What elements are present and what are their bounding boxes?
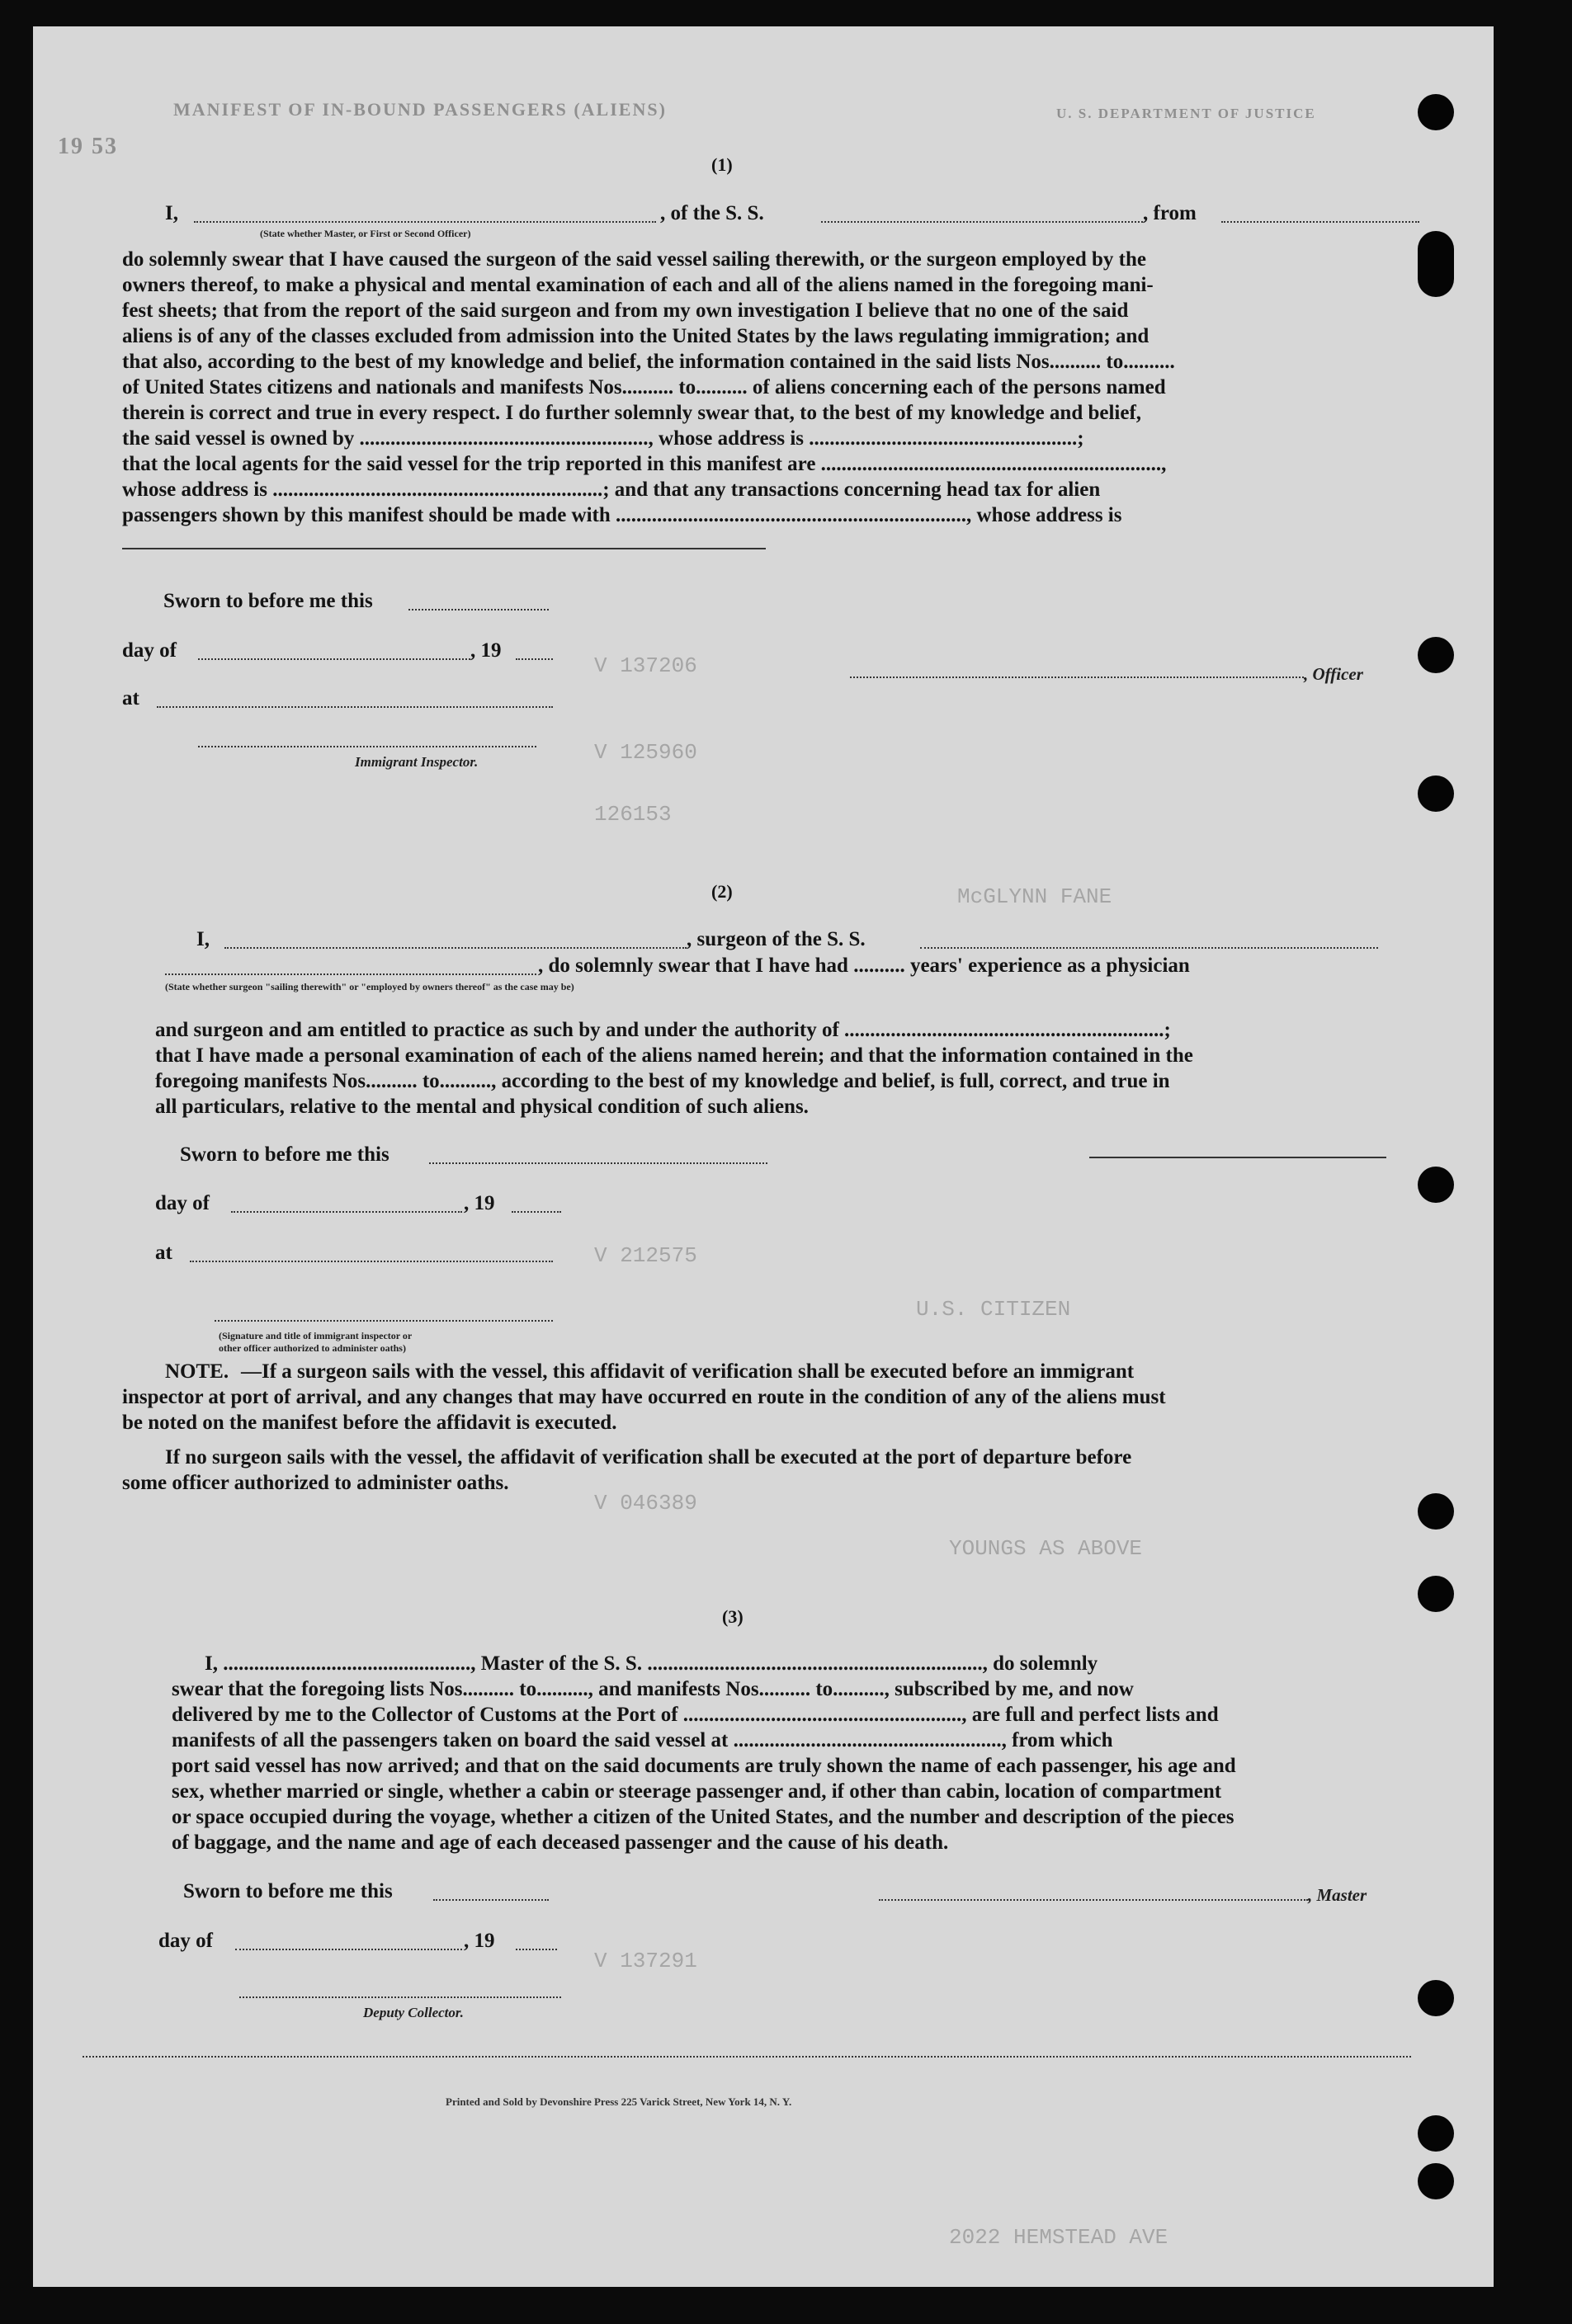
s1-body-line: passengers shown by this manifest should be made with ...................................................................., whose address is: [122, 504, 1122, 526]
s1-body-line: that also, according to the best of my knowledge and belief, the information contained in the said lists Nos.......... to..........: [122, 351, 1175, 373]
ghost-text: YOUNGS AS ABOVE: [949, 1536, 1143, 1561]
s1-body-line: aliens is of any of the classes excluded from admission into the United States by the laws regulating immigration; and: [122, 325, 1149, 347]
s2-day-line: [231, 1211, 462, 1213]
s2-sworn-label: Sworn to before me this: [180, 1143, 389, 1166]
note-line: —If a surgeon sails with the vessel, this affidavit of verification shall be executed before an immigrant: [241, 1360, 1135, 1383]
s3-body-line: delivered by me to the Collector of Customs at the Port of ......................................................, are full and perfect lists and: [172, 1704, 1219, 1726]
s2-body-line: and surgeon and am entitled to practice as such by and under the authority of ..............................................................;: [155, 1019, 1171, 1041]
s2-year-line: [512, 1211, 561, 1213]
s2-body-line: foregoing manifests Nos.......... to.........., according to the best of my knowledge and belief, is full, correct, and true in: [155, 1070, 1170, 1092]
faint-header-title: MANIFEST OF IN-BOUND PASSENGERS (ALIENS): [173, 99, 667, 120]
s2-body-line: that I have made a personal examination of each of the aliens named herein; and that the information contained in the: [155, 1044, 1193, 1067]
s2-sworn-line: [429, 1162, 767, 1164]
s1-address-continuation-line: [122, 548, 766, 549]
s2-at-line: [190, 1261, 553, 1262]
ghost-text: 2022 HEMSTEAD AVE: [949, 2225, 1168, 2250]
section-1-number: (1): [711, 154, 733, 175]
binder-hole: [1418, 1167, 1454, 1203]
s3-body-line: swear that the foregoing lists Nos.......... to.........., and manifests Nos.......... to.........., subscribed by me, and now: [172, 1678, 1134, 1700]
ghost-text: 126153: [594, 802, 672, 827]
section-2-number: (2): [711, 881, 733, 902]
s2-sailing-line: [165, 973, 536, 975]
s1-year-line: [516, 658, 553, 660]
s1-day-of-label: day of: [122, 639, 177, 662]
s3-year-label: , 19: [464, 1930, 495, 1952]
s3-collector-label: Deputy Collector.: [363, 2005, 464, 2020]
s1-officer-title-line: [194, 221, 656, 223]
s1-caption: (State whether Master, or First or Second Officer): [260, 228, 471, 239]
s1-at-line: [157, 706, 553, 708]
s2-at-label: at: [155, 1242, 172, 1264]
s1-ship-name-line: [821, 221, 1143, 223]
s1-body-line: owners thereof, to make a physical and mental examination of each and all of the aliens named in the foregoing mani-: [122, 274, 1154, 296]
ghost-text: V 212575: [594, 1243, 697, 1268]
binder-hole: [1418, 2115, 1454, 2152]
binder-hole: [1418, 94, 1454, 130]
note-para2-line: some officer authorized to administer oaths.: [122, 1472, 509, 1494]
binder-hole: [1418, 1980, 1454, 2016]
s2-i-label: I,: [196, 928, 210, 950]
s1-sworn-label: Sworn to before me this: [163, 590, 373, 612]
s2-day-of-label: day of: [155, 1192, 210, 1214]
s3-body-line: sex, whether married or single, whether a cabin or steerage passenger and, if other than cabin, location of compartment: [172, 1780, 1222, 1803]
document-page: [33, 26, 1494, 2287]
s2-signature-line: [1089, 1157, 1386, 1158]
s1-from-line: [1221, 221, 1419, 223]
note-para2-line: If no surgeon sails with the vessel, the affidavit of verification shall be executed at the port of departure before: [165, 1446, 1132, 1468]
faint-header-agency: U. S. DEPARTMENT OF JUSTICE: [1056, 106, 1316, 121]
note-line: be noted on the manifest before the affidavit is executed.: [122, 1412, 617, 1434]
s1-sworn-line: [408, 609, 549, 610]
s3-sworn-label: Sworn to before me this: [183, 1880, 393, 1902]
s2-body-line: all particulars, relative to the mental and physical condition of such aliens.: [155, 1096, 809, 1118]
binder-hole: [1418, 775, 1454, 812]
s3-day-line: [235, 1949, 462, 1950]
s3-master-signature-line: [879, 1899, 1308, 1901]
s3-sworn-line: [433, 1899, 549, 1901]
s1-body-line: do solemnly swear that I have caused the surgeon of the said vessel sailing therewith, or the surgeon employed by the: [122, 248, 1146, 271]
s2-experience-line: , do solemnly swear that I have had .......... years' experience as a physician: [538, 955, 1190, 977]
s2-surgeon-label: , surgeon of the S. S.: [687, 928, 866, 950]
s2-name-line: [224, 947, 687, 949]
ghost-text: V 137206: [594, 653, 697, 678]
s1-body-line: whose address is ................................................................; and that any transactions concerning head tax for alien: [122, 478, 1101, 501]
s3-body-line: I, ................................................, Master of the S. S. ................................................................., do solemnly: [205, 1652, 1098, 1675]
s3-body-line: port said vessel has now arrived; and that on the said documents are truly shown the name of each passenger, his age and: [172, 1755, 1236, 1777]
s1-body-line: the said vessel is owned by ........................................................, whose address is ....................................................;: [122, 427, 1084, 450]
s3-body-line: of baggage, and the name and age of each deceased passenger and the cause of his death.: [172, 1831, 949, 1854]
ghost-text: U.S. CITIZEN: [916, 1297, 1071, 1322]
s2-caption: (State whether surgeon "sailing therewith" or "employed by owners thereof" as the case may be): [165, 981, 574, 992]
s2-caption-sig2: other officer authorized to administer oaths): [219, 1342, 406, 1354]
s1-year-label: , 19: [470, 639, 502, 662]
s1-body-line: that the local agents for the said vessel for the trip reported in this manifest are ..................................................................,: [122, 453, 1167, 475]
s1-officer-signature-line: [850, 676, 1304, 678]
note-label: NOTE.: [165, 1360, 229, 1383]
faint-header-year: 19 53: [58, 134, 118, 159]
s1-body-line: fest sheets; that from the report of the said surgeon and from my own investigation I believe that no one of the said: [122, 299, 1129, 322]
bottom-dotted-rule: [83, 2056, 1411, 2058]
s1-inspector-label: Immigrant Inspector.: [355, 754, 479, 770]
s2-caption-sig: (Signature and title of immigrant inspector or: [219, 1330, 413, 1341]
s2-ship-line: [920, 947, 1378, 949]
s3-master-label: , Master: [1308, 1885, 1367, 1905]
s3-day-of-label: day of: [158, 1930, 213, 1952]
s1-from-label: , from: [1143, 202, 1197, 224]
s1-i-label: I,: [165, 202, 178, 224]
s1-body-line: therein is correct and true in every respect. I do further solemnly swear that, to the best of my knowledge and belief,: [122, 402, 1142, 424]
section-3-number: (3): [722, 1606, 744, 1627]
ghost-text: V 137291: [594, 1949, 697, 1973]
binder-hole: [1418, 637, 1454, 673]
s3-year-line: [516, 1949, 557, 1950]
ghost-text: McGLYNN FANE: [957, 884, 1112, 909]
binder-hole: [1418, 2163, 1454, 2199]
binder-hole: [1418, 1493, 1454, 1530]
binder-hole: [1418, 231, 1454, 297]
binder-hole: [1418, 1576, 1454, 1612]
s3-body-line: manifests of all the passengers taken on board the said vessel at ...................................................., from which: [172, 1729, 1113, 1751]
s2-year-label: , 19: [464, 1192, 495, 1214]
s1-day-line: [198, 658, 470, 660]
s1-officer-label: , Officer: [1304, 664, 1363, 684]
note-line: inspector at port of arrival, and any changes that may have occurred en route in the condition of any of the aliens must: [122, 1386, 1166, 1408]
s1-inspector-signature-line: [198, 746, 536, 747]
ghost-text: V 046389: [594, 1491, 697, 1516]
s3-body-line: or space occupied during the voyage, whether a citizen of the United States, and the number and description of the pieces: [172, 1806, 1234, 1828]
printer-imprint: Printed and Sold by Devonshire Press 225 Varick Street, New York 14, N. Y.: [446, 2095, 792, 2108]
s2-inspector-signature-line: [215, 1320, 553, 1322]
s1-at-label: at: [122, 687, 139, 709]
s1-ss-label: , of the S. S.: [660, 202, 764, 224]
s1-body-line: of United States citizens and nationals and manifests Nos.......... to.......... of aliens concerning each of the persons named: [122, 376, 1166, 398]
ghost-text: V 125960: [594, 740, 697, 765]
s3-collector-signature-line: [239, 1996, 561, 1998]
